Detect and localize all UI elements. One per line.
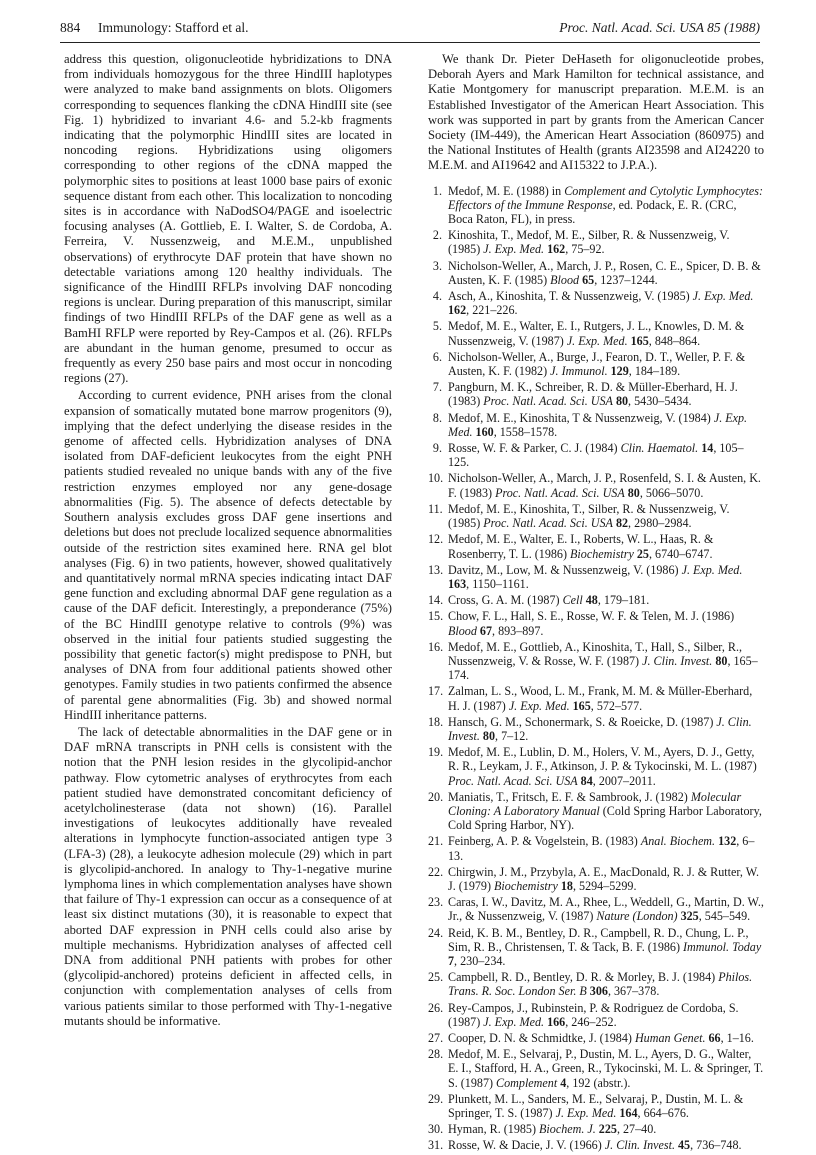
body-paragraph: According to current evidence, PNH arises from the clonal expansion of somatically mutated bone marrow progenitors (9), implying that the defect underlying the disease resides in the genome of affected cells. Hybridization analyses of DNA isolated from DAF-deficient leukocytes from the eight PNH patients studied revealed no unique bands with any of the five restriction enzymes employed nor any gene-dosage abnormalities (Fig. 5). The absence of defects detectable by Southern analysis excludes gross DAF gene insertions and deletions but does not preclude localized sequence abnormalities outside of the restriction sites examined here. RNA gel blot analyses (Fig. 6) in two patients, however, showed qualitatively and quantitatively normal mRNA species indicating intact DAF gene function and excluding abnormal DAF gene regulation as a cause of the DAF deficit. Interestingly, a preponderance (75%) of the BC HindIII genotype relative to controls (9%) was observed in the initial four patients studied suggesting the possibility that genetic factor(s) might predispose to PNH, but analyses of DNA from four additional patients showed other genotypes. Family studies in two patients confirmed the absence of parental gene abnormalities (Fig. 3b) and showed normal HindIII inheritance patterns. (64, 388, 392, 722)
reference-pages: , 5066–5070. (639, 485, 704, 500)
reference-pages: (Cold Spring Harbor Laboratory, Cold Spring Harbor, NY). (448, 803, 762, 833)
reference-number: 8. (432, 410, 442, 425)
reference-pages: , ed. Podack, E. R. (CRC, Boca Raton, FL), in press. (448, 197, 737, 227)
reference-source: Complement and Cytolytic Lymphocytes: Effectors of the Immune Response (448, 183, 764, 212)
reference-number: 20. (428, 789, 444, 804)
reference-number: 21. (428, 834, 444, 849)
reference-source: Blood (448, 623, 477, 638)
reference-volume: 82 (612, 516, 629, 531)
reference-number: 4. (432, 289, 442, 304)
reference-source: J. Clin. Invest. (448, 714, 752, 743)
reference-list (428, 184, 764, 1153)
reference-pages: , 105–125. (448, 441, 744, 470)
reference-source: Immunol. Today (683, 939, 762, 954)
reference-item (428, 502, 764, 530)
reference-volume: 165 (627, 333, 649, 348)
reference-authors: Plunkett, M. L., Sanders, M. E., Selvaraj, P., Dustin, M. L. & Springer, T. S. (1987) (448, 1091, 744, 1121)
reference-item (428, 684, 764, 712)
reference-volume: 18 (557, 878, 573, 893)
reference-number: 29. (428, 1091, 444, 1106)
reference-number: 23. (428, 895, 444, 910)
reference-volume: 65 (579, 272, 595, 287)
reference-item (428, 640, 764, 683)
reference-item (428, 228, 764, 256)
reference-pages: , 2980–2984. (628, 516, 692, 531)
reference-authors: Hyman, R. (1985) (448, 1122, 540, 1137)
reference-item (428, 745, 764, 788)
reference-item (428, 259, 764, 287)
right-column (428, 52, 764, 1155)
reference-authors: Davitz, M., Low, M. & Nussenzweig, V. (1986) (448, 562, 682, 577)
reference-source: Proc. Natl. Acad. Sci. USA (483, 516, 613, 531)
reference-volume: 306 (586, 984, 608, 999)
reference-authors: Nicholson-Weller, A., Burge, J., Fearon, D. T., Weller, P. F. & Austen, K. F. (1982) (448, 349, 746, 379)
reference-volume: 4 (557, 1075, 567, 1090)
reference-authors: Medof, M. E., Selvaraj, P., Dustin, M. L., Ayers, D. G., Walter, E. I., Stafford, H. A., Green, R., Tykocinski, M. L. & Springer, T. S. (1987) (448, 1047, 764, 1090)
reference-source: J. Clin. Invest. (604, 1138, 675, 1153)
reference-volume: 45 (674, 1138, 691, 1153)
reference-volume: 48 (582, 593, 598, 608)
reference-volume: 7 (448, 953, 455, 968)
reference-pages: , 192 (abstr.). (566, 1075, 631, 1090)
reference-item (428, 532, 764, 560)
reference-item (428, 1122, 764, 1136)
reference-authors: Medof, M. E., Kinoshita, T., Silber, R. & Nussenzweig, V. (1985) (448, 501, 730, 531)
reference-volume: 132 (715, 834, 737, 849)
reference-item (428, 184, 764, 227)
reference-number: 22. (428, 864, 444, 879)
reference-number: 15. (428, 609, 444, 624)
reference-authors: Rey-Campos, J., Rubinstein, P. & Rodriguez de Cordoba, S. (1987) (448, 1000, 739, 1029)
reference-pages: , 75–92. (565, 242, 605, 257)
reference-number: 3. (432, 258, 442, 273)
section-title: Immunology: Stafford et al. (98, 20, 249, 35)
reference-item (428, 715, 764, 743)
reference-item (428, 350, 764, 378)
reference-source: Anal. Biochem. (640, 834, 716, 849)
reference-pages: , 221–226. (466, 303, 518, 318)
reference-authors: Caras, I. W., Davitz, M. A., Rhee, L., Weddell, G., Martin, D. W., Jr., & Nussenzweig, V. (1987) (448, 895, 764, 924)
reference-item (428, 380, 764, 408)
reference-pages: , 572–577. (590, 698, 643, 713)
reference-volume: 84 (577, 773, 593, 788)
reference-authors: Nicholson-Weller, A., March, J. P., Rosenfeld, S. I. & Austen, K. F. (1983) (448, 471, 761, 500)
reference-authors: Reid, K. B. M., Bentley, D. R., Campbell, R. D., Chung, L. P., Sim, R. B., Christensen, T. & Tack, B. F. (1986) (448, 925, 749, 954)
reference-authors: Zalman, L. S., Wood, L. M., Frank, M. M. & Müller-Eberhard, H. J. (1987) (448, 684, 753, 713)
reference-volume: 162 (544, 242, 566, 257)
reference-number: 12. (428, 532, 444, 547)
reference-pages: , 246–252. (565, 1014, 617, 1029)
reference-authors: Medof, M. E., Gottlieb, A., Kinoshita, T., Hall, S., Silber, R., Nussenzweig, V. & Rosse, W. F. (1987) (448, 639, 743, 668)
reference-source: Blood (550, 272, 580, 287)
reference-pages: , 893–897. (492, 623, 544, 638)
reference-authors: Chow, F. L., Hall, S. E., Rosse, W. F. & Telen, M. J. (1986) (448, 609, 735, 624)
reference-pages: , 848–864. (648, 333, 701, 348)
reference-number: 9. (432, 441, 442, 456)
reference-number: 6. (432, 349, 442, 364)
reference-item (428, 895, 764, 923)
reference-item (428, 1031, 764, 1045)
header-rule (60, 42, 760, 43)
body-paragraph: The lack of detectable abnormalities in the DAF gene or in DAF mRNA transcripts in PNH cells is consistent with the notion that the PNH lesion resides in the glycolipid-anchor pathway. Flow cytometric analyses of erythrocytes from each patient studied have demonstrated concomitant deficiency of acetylcholinesterase (data not shown) (16). Parallel investigations of leukocytes additionally have revealed alterations in lymphocyte function-associated antigen type 3 (LFA-3) (28), a leukocyte adhesion molecule (29) which in part is glycolipid-anchored. In analogy to Thy-1-negative murine lymphoma lines in which complementation analyses have shown that failure of Thy-1 expression can occur as a consequence of at least six distinct mutations (30), it is reasonable to expect that aborted DAF expression in PNH cells could also arise by multiple mechanisms. Hybridization analyses of affected cell DNA from additional PNH patients with probes for other (glycolipid-anchored) proteins deficient in affected cells, in conjunction with complementation analyses of cells from various patients similar to those performed with Thy-1-negative mutants should be informative. (64, 724, 392, 1028)
reference-volume: 163 (448, 576, 467, 591)
reference-volume: 164 (616, 1106, 638, 1121)
reference-volume: 325 (677, 909, 699, 924)
reference-source: J. Exp. Med. (555, 1106, 617, 1121)
reference-number: 11. (428, 501, 443, 516)
reference-source: J. Exp. Med. (483, 1014, 545, 1029)
reference-source: J. Exp. Med. (508, 698, 570, 713)
reference-authors: Nicholson-Weller, A., March, J. P., Rosen, C. E., Spicer, D. B. & Austen, K. F. (1985) (448, 258, 761, 287)
reference-pages: , 230–234. (454, 953, 506, 968)
reference-pages: , 5294–5299. (572, 878, 637, 893)
reference-pages: , 1150–1161. (466, 576, 529, 591)
reference-authors: Medof, M. E., Walter, E. I., Roberts, W. L., Haas, R. & Rosenberry, T. L. (1986) (448, 532, 714, 561)
reference-volume: 66 (705, 1031, 721, 1045)
reference-number: 25. (428, 970, 444, 985)
reference-authors: Asch, A., Kinoshita, T. & Nussenzweig, V. (1985) (448, 289, 693, 304)
reference-number: 13. (428, 562, 444, 577)
reference-pages: , 27–40. (616, 1122, 657, 1137)
reference-number: 14. (428, 593, 444, 608)
reference-item (428, 790, 764, 833)
reference-number: 5. (432, 319, 442, 334)
reference-item (428, 563, 764, 591)
reference-authors: Pangburn, M. K., Schreiber, R. D. & Müller-Eberhard, H. J. (1983) (448, 380, 738, 409)
reference-source: J. Exp. Med. (692, 289, 754, 304)
acknowledgment: We thank Dr. Pieter DeHaseth for oligonucleotide probes, Deborah Ayers and Mark Hamilton for technical assistance, and Katie Montgomery for manuscript preparation. M.E.M. is an Established Investigator of the American Heart Association. This work was supported in part by grants from the American Cancer Society (IM-449), the American Heart Association (860975) and the National Institutes of Health (grants AI23598 and AI24220 to M.E.M. and AI19642 and AI15322 to J.P.A.). (428, 52, 764, 173)
reference-number: 27. (428, 1031, 444, 1045)
reference-source: Philos. Trans. R. Soc. London Ser. B (448, 970, 753, 999)
reference-source: Biochemistry (494, 878, 558, 893)
journal-citation: Proc. Natl. Acad. Sci. USA 85 (1988) (559, 20, 760, 35)
reference-number: 1. (432, 183, 442, 198)
left-column (64, 52, 392, 1029)
reference-number: 16. (428, 639, 444, 654)
reference-number: 2. (432, 228, 442, 243)
reference-source: Complement (496, 1075, 558, 1090)
reference-source: Biochem. J. (539, 1122, 596, 1137)
reference-source: J. Exp. Med. (483, 242, 545, 257)
reference-number: 7. (432, 380, 442, 395)
reference-source: J. Exp. Med. (566, 333, 628, 348)
reference-item (428, 441, 764, 469)
reference-source: Proc. Natl. Acad. Sci. USA (495, 485, 625, 500)
reference-authors: Cooper, D. N. & Schmidtke, J. (1984) (448, 1031, 635, 1045)
reference-pages: , 545–549. (698, 909, 751, 924)
reference-source: Proc. Natl. Acad. Sci. USA (448, 773, 578, 788)
reference-volume: 80 (712, 653, 728, 668)
reference-number: 24. (428, 925, 444, 940)
reference-number: 17. (428, 684, 444, 699)
reference-number: 31. (428, 1138, 444, 1153)
reference-volume: 165 (569, 698, 591, 713)
reference-item (428, 1092, 764, 1120)
reference-source: Proc. Natl. Acad. Sci. USA (483, 394, 613, 409)
reference-authors: Medof, M. E., Kinoshita, T & Nussenzweig, V. (1984) (448, 410, 714, 425)
reference-volume: 225 (595, 1122, 617, 1137)
reference-item (428, 593, 764, 607)
reference-pages: , 664–676. (637, 1106, 689, 1121)
reference-pages: , 1237–1244. (594, 272, 658, 287)
reference-volume: 67 (476, 623, 493, 638)
reference-pages: , 736–748. (690, 1138, 742, 1153)
reference-volume: 25 (633, 546, 649, 561)
reference-volume: 80 (479, 728, 496, 743)
body-paragraph: address this question, oligonucleotide hybridizations to DNA from individuals homozygous for the three HindIII haplotypes were analyzed to make band assignments on blots. Oligomers corresponding to sequences flanking the cDNA HindIII site (see Fig. 1) hybridized to invariant 4.6- and 5.2-kb fragments indicating that the polymorphic HindIII sites are located in noncoding regions. Hybridizations using oligomers corresponding to other regions of the cDNA mapped the polymorphic sites to positions at least 1000 base pairs of exonic sequence distant from each other. This localization to noncoding sites is in accordance with NaDodSO4/PAGE and isoelectric focusing analyses (A. Gottlieb, E. I. Walter, S. de Cordoba, A. Ferreira, V. Nussenzweig, and M.E.M., unpublished observations) of erythrocyte DAF protein that have shown no detectable variations among 120 healthy individuals. The significance of the HindIII RFLPs involving DAF noncoding regions is unclear. During preparation of this manuscript, similar findings of two HindIII RFLPs of the DAF gene as well as a BamHI RFLP were reported by Rey-Campos et al. (26). RFLPs are abundant in the human genome, presumed to occur as frequently as every 250 base pairs and most occur in noncoding regions (27). (64, 52, 392, 386)
reference-source: Molecular Cloning: A Laboratory Manual (448, 789, 742, 818)
reference-item (428, 1047, 764, 1090)
reference-authors: Maniatis, T., Fritsch, E. F. & Sambrook, J. (1982) (448, 789, 691, 804)
reference-authors: Rosse, W. F. & Parker, C. J. (1984) (448, 441, 621, 456)
reference-item (428, 1001, 764, 1029)
reference-pages: , 165–174. (448, 653, 758, 683)
reference-number: 26. (428, 1000, 444, 1015)
reference-source: Nature (London) (596, 909, 678, 924)
reference-authors: Medof, M. E., Lublin, D. M., Holers, V. M., Ayers, D. J., Getty, R. R., Leykam, J. F., Atkinson, J. P. & Tykocinski, M. L. (1987) (448, 745, 757, 774)
reference-authors: Cross, G. A. M. (1987) (448, 593, 563, 608)
reference-pages: , 184–189. (628, 364, 681, 379)
reference-authors: Campbell, R. D., Bentley, D. R. & Morley, B. J. (1984) (448, 970, 719, 985)
reference-pages: , 2007–2011. (592, 773, 656, 788)
reference-pages: , 179–181. (597, 593, 650, 608)
reference-pages: , 7–12. (495, 728, 529, 743)
reference-source: Clin. Haematol. (620, 441, 699, 456)
reference-source: J. Immunol. (550, 364, 608, 379)
reference-source: Human Genet. (634, 1031, 706, 1045)
reference-authors: Feinberg, A. P. & Vogelstein, B. (1983) (448, 834, 641, 849)
reference-source: J. Clin. Invest. (642, 653, 713, 668)
reference-item (428, 926, 764, 969)
reference-item (428, 319, 764, 347)
reference-pages: , 1–16. (720, 1031, 754, 1045)
reference-authors: Hansch, G. M., Schonermark, S. & Roeicke, D. (1987) (448, 714, 717, 729)
reference-volume: 14 (698, 441, 714, 456)
reference-authors: Rosse, W. & Dacie, J. V. (1966) (448, 1138, 605, 1153)
reference-number: 10. (428, 471, 444, 486)
reference-volume: 160 (472, 424, 494, 439)
reference-pages: , 6740–6747. (648, 546, 713, 561)
reference-pages: , 5430–5434. (628, 394, 692, 409)
reference-item (428, 970, 764, 998)
reference-item (428, 1138, 764, 1152)
reference-authors: Medof, M. E., Walter, E. I., Rutgers, J. L., Knowles, D. M. & Nussenzweig, V. (1987) (448, 319, 745, 348)
reference-source: J. Exp. Med. (681, 562, 743, 577)
reference-authors: Chirgwin, J. M., Przybyla, A. E., MacDonald, R. J. & Rutter, W. J. (1979) (448, 864, 760, 893)
reference-item (428, 834, 764, 862)
reference-authors: Medof, M. E. (1988) in (448, 183, 565, 198)
reference-volume: 162 (448, 303, 467, 318)
reference-number: 18. (428, 714, 444, 729)
reference-number: 30. (428, 1122, 444, 1137)
reference-pages: , 1558–1578. (493, 424, 558, 439)
page-number: 884 (60, 20, 81, 35)
reference-source: Cell (562, 593, 583, 608)
reference-authors: Kinoshita, T., Medof, M. E., Silber, R. & Nussenzweig, V. (1985) (448, 228, 730, 257)
reference-number: 28. (428, 1047, 444, 1062)
reference-volume: 166 (544, 1014, 566, 1029)
reference-pages: , 367–378. (607, 984, 660, 999)
running-header (60, 20, 760, 44)
reference-item (428, 609, 764, 637)
reference-item (428, 865, 764, 893)
reference-item (428, 289, 764, 317)
reference-volume: 80 (624, 485, 640, 500)
reference-number: 19. (428, 745, 444, 760)
reference-item (428, 471, 764, 499)
reference-volume: 129 (607, 364, 629, 379)
reference-source: Biochemistry (570, 546, 634, 561)
reference-source: J. Exp. Med. (448, 410, 748, 439)
reference-volume: 80 (612, 394, 629, 409)
reference-item (428, 411, 764, 439)
reference-pages: , 6–13. (448, 834, 755, 863)
